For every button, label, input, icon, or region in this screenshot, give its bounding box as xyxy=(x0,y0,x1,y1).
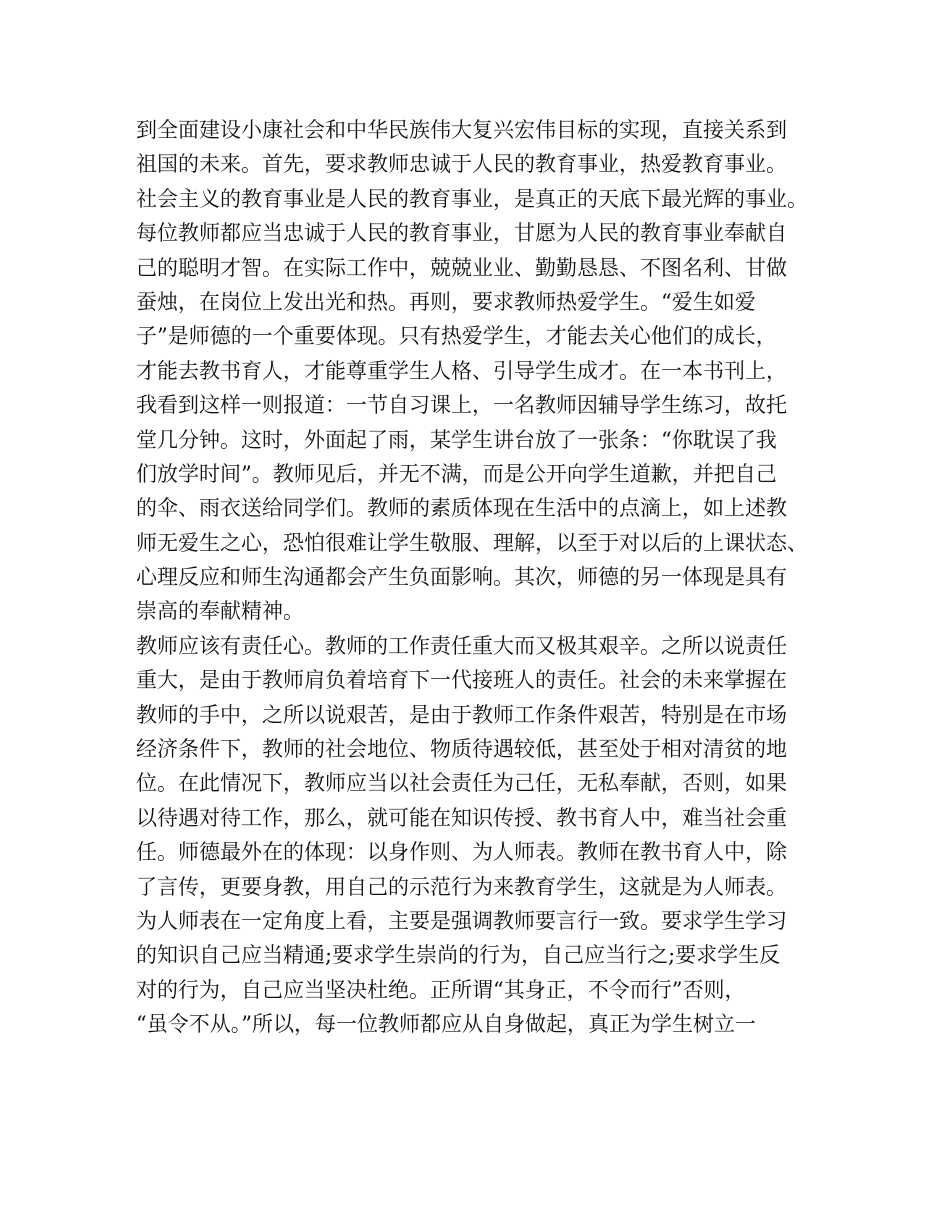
text-line: 社会主义的教育事业是人民的教育事业，是真正的天底下最光辉的事业。 xyxy=(136,186,808,211)
text-line: 到全面建设小康社会和中华民族伟大复兴宏伟目标的实现，直接关系到 xyxy=(136,118,787,142)
text-line: 每位教师都应当忠诚于人民的教育事业，甘愿为人民的教育事业奉献自 xyxy=(136,221,787,246)
text-line: 们放学时间”。教师见后，并无不满，而是公开向学生道歉，并把自己 xyxy=(136,461,777,486)
text-line: 才能去教书育人，才能尊重学生人格、引导学生成才。在一本书刊上， xyxy=(136,358,787,383)
text-line: 对的行为，自己应当坚决杜绝。正所谓“其身正，不令而行”否则， xyxy=(136,977,746,1002)
text-line: 任。师德最外在的体现：以身作则、为人师表。教师在教书育人中，除 xyxy=(136,840,787,865)
text-line: 己的聪明才智。在实际工作中，兢兢业业、勤勤恳恳、不图名利、甘做 xyxy=(136,255,787,280)
text-line: 的知识自己应当精通;要求学生崇尚的行为，自己应当行之;要求学生反 xyxy=(136,943,781,968)
text-line: 教师应该有责任心。教师的工作责任重大而又极其艰辛。之所以说责任 xyxy=(136,633,787,658)
text-line: 的伞、雨衣送给同学们。教师的素质体现在生活中的点滴上，如上述教 xyxy=(136,496,787,521)
body-text xyxy=(136,113,826,1042)
text-line: 经济条件下，教师的社会地位、物质待遇较低，甚至处于相对清贫的地 xyxy=(136,737,787,762)
text-line: 心理反应和师生沟通都会产生负面影响。其次，师德的另一体现是具有 xyxy=(136,565,787,590)
text-line: 子”是师德的一个重要体现。只有热爱学生，才能去关心他们的成长， xyxy=(136,324,777,349)
text-line: 重大，是由于教师肩负着培育下一代接班人的责任。社会的未来掌握在 xyxy=(136,668,787,693)
text-line: 教师的手中，之所以说艰苦，是由于教师工作条件艰苦，特别是在市场 xyxy=(136,702,787,727)
text-line: 我看到这样一则报道：一节自习课上，一名教师因辅导学生练习，故托 xyxy=(136,393,787,418)
text-line: 崇高的奉献精神。 xyxy=(136,599,304,624)
text-line: 蚕烛，在岗位上发出光和热。再则，要求教师热爱学生。“爱生如爱 xyxy=(136,289,756,314)
text-line: 了言传，更要身教，用自己的示范行为来教育学生，这就是为人师表。 xyxy=(136,874,787,899)
text-line: 以待遇对待工作，那么，就可能在知识传授、教书育人中，难当社会重 xyxy=(136,805,787,830)
text-line: “虽令不从。”所以，每一位教师都应从自身做起，真正为学生树立一 xyxy=(136,1012,756,1037)
text-line: 堂几分钟。这时，外面起了雨，某学生讲台放了一张条：“你耽误了我 xyxy=(136,427,777,452)
text-line: 位。在此情况下，教师应当以社会责任为己任，无私奉献，否则，如果 xyxy=(136,771,787,796)
text-line: 祖国的未来。首先，要求教师忠诚于人民的教育事业，热爱教育事业。 xyxy=(136,152,787,177)
text-line: 师无爱生之心，恐怕很难让学生敬服、理解，以至于对以后的上课状态、 xyxy=(136,530,808,555)
text-line: 为人师表在一定角度上看，主要是强调教师要言行一致。要求学生学习 xyxy=(136,908,787,933)
